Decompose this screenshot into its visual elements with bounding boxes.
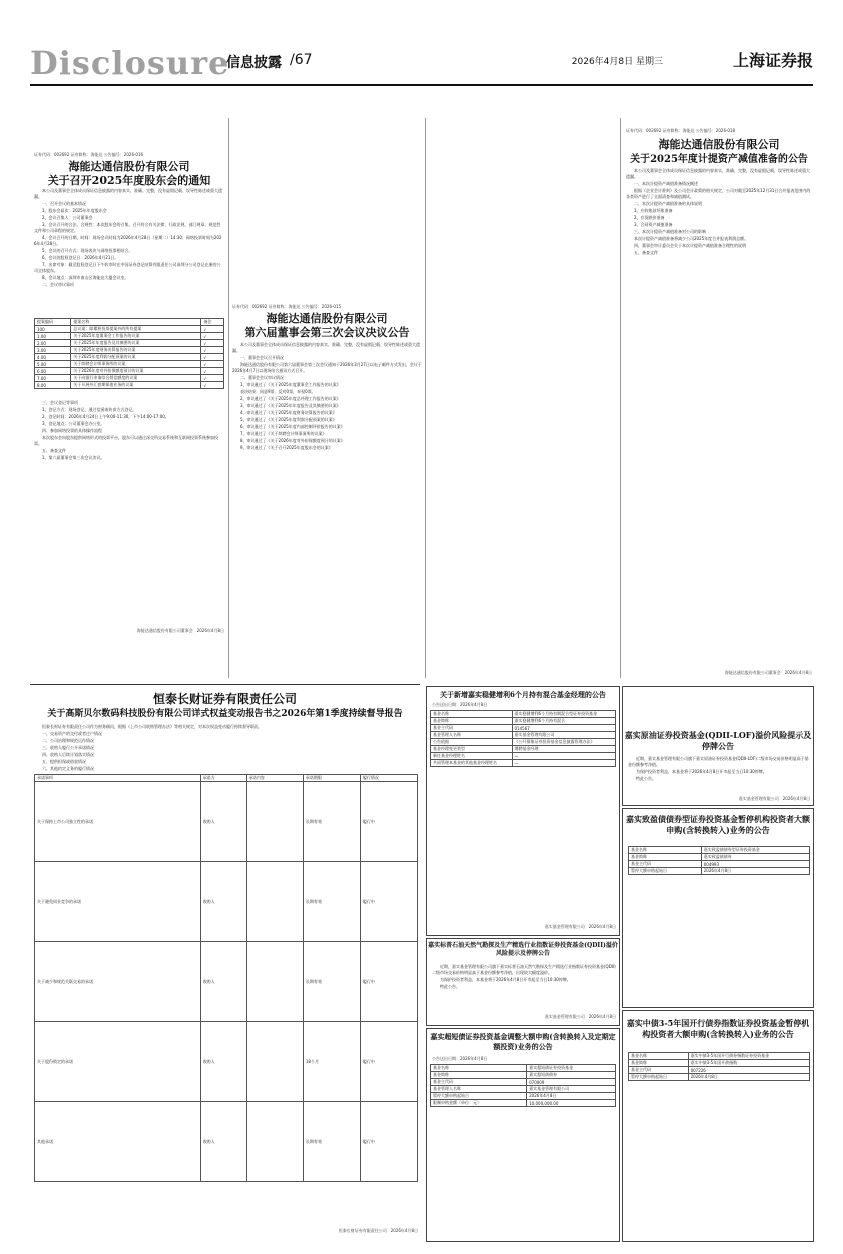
table-row: 基金管理人名称 嘉实基金管理有限公司 bbox=[431, 732, 616, 739]
notice9-frame bbox=[622, 808, 814, 1008]
notice10-title: 嘉实中债3-5年国开行债券指数证券投资基金暂停机构投资者大额申购(含转换转入)业务的公告 bbox=[626, 1018, 810, 1039]
table-row: 公告依据 《公开募集证券投资基金信息披露管理办法》 bbox=[431, 739, 616, 746]
section-divider bbox=[30, 684, 420, 685]
table-row: 6.00 关于2026年度对外担保额度预计的议案 √ bbox=[35, 368, 224, 375]
notice4-commitment-table bbox=[34, 774, 418, 1182]
notice2-company: 海能达通信股份有限公司 bbox=[266, 312, 388, 325]
notice3-code: 证券代码：002692 证券简称：海能达 公告编号：2026-018 bbox=[626, 128, 736, 133]
notice3-title: 关于2025年度计提资产减值准备的公告 bbox=[630, 154, 808, 165]
table-row: 基金管理人名称 嘉实基金管理有限公司 bbox=[431, 1086, 616, 1093]
notice5-title: 关于新增嘉实稳健增利6个月持有混合基金经理的公告 bbox=[440, 690, 606, 699]
notice9-table bbox=[628, 846, 810, 875]
notice1-code: 证券代码：002692 证券简称：海能达 公告编号：2026-016 bbox=[34, 152, 144, 157]
table-row: 基金主代码 007226 bbox=[629, 1067, 810, 1074]
notice1-title: 关于召开2025年度股东会的通知 bbox=[47, 174, 211, 187]
column-divider bbox=[620, 118, 621, 678]
table-row: 7.00 关于向银行申请综合授信额度的议案 √ bbox=[35, 375, 224, 382]
table-row: 暂停大额申购起始日 2026年4月8日 bbox=[629, 1074, 810, 1081]
table-row: 关于减少和规范关联交易的承诺 收购人 长期有效 履行中 bbox=[35, 942, 418, 1022]
notice10-table bbox=[628, 1052, 810, 1081]
notice8-title: 嘉实原油证券投资基金(QDII-LOF)溢价风险提示及停牌公告 bbox=[624, 730, 812, 751]
issue-date: 2026年4月8日 星期三 bbox=[571, 57, 663, 67]
table-row: 基金名称 嘉实超短债证券投资基金 bbox=[431, 1065, 616, 1072]
notice3-company: 海能达通信股份有限公司 bbox=[658, 138, 780, 151]
masthead-logo: Disclosure bbox=[30, 44, 230, 82]
notice2-title: 第六届董事会第三次会议决议公告 bbox=[244, 326, 410, 339]
table-row: 基金简称 嘉实致盈债债券 bbox=[629, 854, 810, 861]
notice8-signature: 嘉实基金管理有限公司 2026年4月8日 bbox=[738, 796, 810, 801]
notice3-body: 本公司及董事会全体成员保证信息披露的内容真实、准确、完整，没有虚假记载、误导性陈述或重大遗漏。 一、本次计提资产减值准备情况概述 根据《企业会计准则》及公司会计政策的相关规定，公司对截至2025年12月31日合并报表范围内的各类资产进行了全面清查和减值测试。 二、本次计提资产减值准备的具体说明 1、应收账款坏账准备 2、存货跌价准备 3、合同资产减值准备 三、本次计提资产减值准备对公司的影响 本次计提资产减值准备将减少公司2025年度合并报表利润总额。 四、董事会审计委员会关于本次计提资产减值准备合理性的说明 五、备查文件 bbox=[626, 168, 811, 255]
notice3-signature: 海能达通信股份有限公司董事会 2026年4月8日 bbox=[724, 670, 812, 675]
notice2-body: 本公司及董事会全体成员保证信息披露的内容真实、准确、完整，没有虚假记载、误导性陈述或重大遗漏。 一、董事会会议召开情况 海能达通信股份有限公司第六届董事会第三次会议通知于2026年3月27日以电子邮件方式发出，会议于2026年4月7日以现场结合通讯方式召开。 二、董事会会议审议情况 1、审议通过了《关于2025年度董事会工作报告的议案》 表决结果：同意9票，反对0票，弃权0票。 2、审议通过了《关于2025年度总经理工作报告的议案》 3、审议通过了《关于2025年年度报告及其摘要的议案》 4、审议通过了《关于2025年度财务决算报告的议案》 5、审议通过了《关于2025年度利润分配预案的议案》 6、审议通过了《关于2025年度内部控制评价报告的议案》 7、审议通过了《关于续聘会计师事务所的议案》 8、审议通过了《关于2026年度对外担保额度预计的议案》 9、审议通过了《关于召开2025年度股东会的议案》 bbox=[232, 342, 422, 450]
notice7-title: 嘉实超短债证券投资基金调整大额申购(含转换转入及定期定额投资)业务的公告 bbox=[430, 1032, 616, 1051]
table-row: 基金简称 嘉实稳健增利6个月持有混合 bbox=[431, 718, 616, 725]
table-row: 5.00 关于续聘会计师事务所的议案 √ bbox=[35, 361, 224, 368]
table-row: 新任基金经理姓名 — bbox=[431, 753, 616, 760]
table-row: 关于保持上市公司独立性的承诺 收购人 长期有效 履行中 bbox=[35, 782, 418, 862]
notice2-code: 证券代码：002692 证券简称：海能达 公告编号：2026-015 bbox=[232, 304, 342, 309]
table-row: 1.00 关于2025年度董事会工作报告的议案 √ bbox=[35, 333, 224, 340]
table-row: 8.00 关于开展外汇套期保值业务的议案 √ bbox=[35, 382, 224, 389]
table-row: 2.00 关于2025年年度报告及其摘要的议案 √ bbox=[35, 340, 224, 347]
notice4-signature: 恒泰长财证券有限责任公司 2026年4月8日 bbox=[338, 1228, 418, 1233]
notice6-title: 嘉实标普石油天然气勘探及生产精选行业指数证券投资基金(QDII)溢价风险提示及停牌公告 bbox=[428, 942, 618, 957]
notice1-body: 本公司及董事会全体成员保证信息披露的内容真实、准确、完整，没有虚假记载、误导性陈述或重大遗漏。 一、召开会议的基本情况 1、股东会届次：2025年年度股东会 2、会议召集人：公司董事会 3、会议召开的合法、合规性：本次股东会的召集、召开符合有关法律、行政法规、部门规章、规范性文件和公司章程的规定。 4、会议召开的日期、时间：现场会议时间为2026年4月28日（星期二）14:30；网络投票时间为2026年4月28日。 5、会议的召开方式：现场表决与网络投票相结合。 6、会议的股权登记日：2026年4月21日。 7、出席对象：截至股权登记日下午收市时在中国证券登记结算有限责任公司深圳分公司登记在册的公司全体股东。 8、会议地点：深圳市南山区海能达大厦会议室。 二、会议审议事项 bbox=[34, 188, 222, 287]
masthead-rule bbox=[30, 84, 813, 86]
table-row: 基金简称 嘉实超短债债券 bbox=[431, 1072, 616, 1079]
table-row: 100 总议案：除累积投票提案外的所有提案 √ bbox=[35, 326, 224, 333]
table-row: 关于股份锁定的承诺 收购人 18个月 履行中 bbox=[35, 1022, 418, 1102]
column-divider bbox=[425, 118, 426, 678]
table-row: 3.00 关于2025年度财务决算报告的议案 √ bbox=[35, 347, 224, 354]
notice4-company: 恒泰长财证券有限责任公司 bbox=[152, 692, 297, 706]
table-row: 共同管理本基金的其他基金经理姓名 — bbox=[431, 760, 616, 767]
notice6-body: 近期，嘉实基金管理有限公司旗下嘉实标普石油天然气勘探及生产精选行业指数证券投资基金(QDII)二级市场交易价格明显高于基金份额参考净值，出现较大幅度溢价。 为保护投资者利益，本基金将于2026年4月8日开市起至当日10:30停牌。 特此公告。 bbox=[432, 964, 616, 989]
notice10-frame bbox=[622, 1010, 814, 1242]
notice5-table bbox=[430, 710, 616, 767]
table-row: 基金主代码 070009 bbox=[431, 1079, 616, 1086]
page-number: /67 bbox=[290, 52, 313, 68]
table-row: 限制申购金额（单位：元） 10,000,000.00 bbox=[431, 1100, 616, 1107]
notice5-date: 公告送出日期：2026年4月8日 bbox=[432, 702, 488, 707]
table-row: 基金经理变更类型 增聘基金经理 bbox=[431, 746, 616, 753]
notice1-proposal-table bbox=[34, 318, 224, 389]
table-row: 基金名称 嘉实中债3-5年国开行债券指数证券投资基金 bbox=[629, 1053, 810, 1060]
table-row: 关于避免同业竞争的承诺 收购人 长期有效 履行中 bbox=[35, 862, 418, 942]
notice1-signature: 海能达通信股份有限公司董事会 2026年4月8日 bbox=[136, 628, 224, 633]
table-row: 基金主代码 004993 bbox=[629, 861, 810, 868]
notice1-company: 海能达通信股份有限公司 bbox=[68, 160, 190, 173]
notice1-body-continued: 三、会议登记等事项 1、登记方式：现场登记、通过信函或传真方式登记。 2、登记时间：2026年4月24日上午9:00-11:30，下午14:00-17:00。 3、登记地点：公司董事会办公室。 四、参加网络投票的具体操作流程 本次股东会向股东提供网络形式的投票平台，股东可以通过深交所交易系统和互联网投票系统参加投票。 五、备查文件 1、第六届董事会第三次会议决议。 bbox=[34, 400, 218, 460]
notice5-signature: 嘉实基金管理有限公司 2026年4月8日 bbox=[544, 924, 616, 929]
section-title: 信息披露 bbox=[226, 55, 282, 71]
notice7-table bbox=[430, 1064, 616, 1107]
column-divider bbox=[228, 118, 229, 678]
table-row: 提案编码 提案名称 备注 bbox=[35, 319, 224, 326]
notice8-body: 近期，嘉实基金管理有限公司旗下嘉实原油证券投资基金(QDII-LOF)二级市场交易价格明显高于基金份额参考净值。 为保护投资者利益，本基金将于2026年4月8日开市起至当日10:30停牌。 特此公告。 bbox=[628, 756, 809, 781]
table-row: 暂停大额申购起始日 2026年4月8日 bbox=[431, 1093, 616, 1100]
table-row: 基金名称 嘉实稳健增利6个月持有期混合型证券投资基金 bbox=[431, 711, 616, 718]
table-row: 暂停大额申购起始日 2026年4月8日 bbox=[629, 868, 810, 875]
notice4-title: 关于高斯贝尔数码科技股份有限公司详式权益变动报告书之2026年第1季度持续督导报告 bbox=[47, 709, 403, 719]
newspaper-brand: 上海证券报 bbox=[732, 51, 813, 70]
table-row: 基金主代码 014567 bbox=[431, 725, 616, 732]
masthead bbox=[30, 44, 813, 82]
table-row: 4.00 关于2025年度利润分配预案的议案 √ bbox=[35, 354, 224, 361]
table-row: 承诺事项 承诺方 承诺内容 承诺期限 履行情况 bbox=[35, 775, 418, 782]
notice6-signature: 嘉实基金管理有限公司 2026年4月8日 bbox=[544, 1014, 616, 1019]
notice4-body: 恒泰长财证券有限责任公司作为财务顾问，根据《上市公司收购管理办法》等相关规定，对本次权益变动履行持续督导职责。 一、交易资产的交付或者过户情况 二、公司治理和规范运作情况 三、收购人履行公开承诺情况 四、收购人后续计划落实情况 五、提供担保或借款情况 六、其他约定义务的履行情况 bbox=[42, 724, 262, 771]
notice7-date: 公告送出日期：2026年4月8日 bbox=[432, 1056, 488, 1061]
table-row: 其他承诺 收购人 长期有效 履行中 bbox=[35, 1102, 418, 1182]
table-row: 基金名称 嘉实致盈债债券型证券投资基金 bbox=[629, 847, 810, 854]
notice9-title: 嘉实致盈债债券型证券投资基金暂停机构投资者大额申购(含转换转入)业务的公告 bbox=[626, 814, 810, 835]
table-row: 基金简称 嘉实中债3-5年国开债指数 bbox=[629, 1060, 810, 1067]
